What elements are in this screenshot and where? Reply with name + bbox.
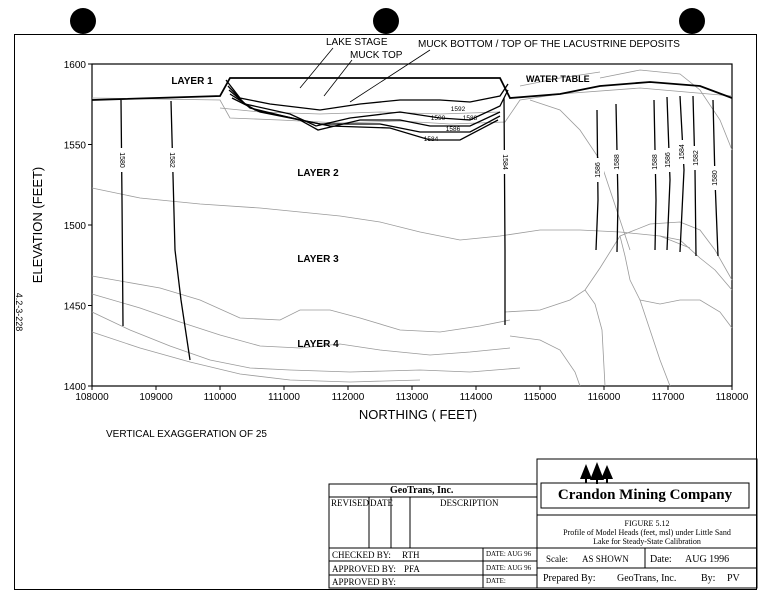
title-block-company: GeoTrans, Inc. [390, 485, 454, 496]
contour-label: 1584 [423, 136, 439, 143]
figure-title-line-2: Lake for Steady-State Calibration [593, 537, 701, 546]
x-tick-label: 117000 [651, 392, 685, 403]
x-tick-label: 116000 [587, 392, 621, 403]
date-label: Date: [650, 554, 672, 565]
y-tick-label: 1400 [63, 382, 86, 393]
model-layer-grid [92, 70, 732, 386]
plot-area [92, 64, 732, 386]
y-tick-label: 1500 [63, 221, 86, 232]
contour-1584-center [504, 98, 505, 325]
approved-by-label: APPROVED BY: [332, 564, 396, 574]
x-tick-label: 115000 [523, 392, 557, 403]
y-axis-title: ELEVATION (FEET) [30, 166, 45, 284]
contour-label: 1592 [450, 106, 466, 113]
contour-label: 1590 [430, 115, 446, 122]
x-tick-label: 108000 [75, 392, 109, 403]
x-tick-label: 114000 [459, 392, 493, 403]
contour-1580-left [121, 100, 123, 326]
contour-label: 1588 [652, 154, 659, 170]
contour-1586-right-2 [667, 97, 670, 250]
contour-1582-left [171, 101, 190, 360]
approved-date: DATE: AUG 96 [486, 564, 532, 572]
scale-value: AS SHOWN [582, 554, 629, 564]
contour-label: 1586 [665, 152, 672, 168]
muck-bottom-label: MUCK BOTTOM / TOP OF THE LACUSTRINE DEPOSITS [418, 39, 680, 50]
water-table-label: WATER TABLE [526, 74, 590, 84]
x-tick-label: 118000 [715, 392, 749, 403]
muck-top-label: MUCK TOP [350, 50, 403, 61]
contour-1588-right-2 [654, 100, 656, 250]
col-date: DATE [370, 498, 393, 508]
contour-label: 1586 [445, 126, 461, 133]
head-contours [92, 78, 732, 360]
vertical-exaggeration-note: VERTICAL EXAGGERATION OF 25 [106, 429, 267, 440]
contour-1582-right [693, 96, 696, 256]
company-logo-trees [580, 462, 613, 484]
layer-label: LAYER 2 [297, 168, 339, 179]
approved-by-label-2: APPROVED BY: [332, 577, 396, 587]
contour-1588-right [616, 104, 618, 252]
contour-label: 1582 [693, 150, 700, 166]
y-tick-label: 1600 [63, 60, 86, 71]
date-value: AUG 1996 [685, 554, 730, 565]
muck-top-line [226, 80, 508, 110]
y-tick-label: 1450 [63, 301, 86, 313]
checked-date: DATE: AUG 96 [486, 550, 532, 558]
contour-label: 1584 [679, 144, 686, 160]
layer-label: LAYER 1 [171, 76, 213, 87]
y-tick-label: 1550 [63, 140, 86, 152]
x-axis-title: NORTHING ( FEET) [358, 407, 478, 422]
checked-by-value: RTH [402, 550, 420, 560]
x-tick-label: 113000 [395, 392, 429, 403]
x-tick-label: 109000 [139, 392, 173, 403]
approved-date-2: DATE: [486, 577, 506, 585]
by-label: By: [701, 573, 716, 584]
checked-by-label: CHECKED BY: [332, 550, 391, 560]
prepared-by-label: Prepared By: [543, 573, 596, 584]
prepared-by-value: GeoTrans, Inc. [617, 573, 677, 584]
figure-title-line-1: Profile of Model Heads (feet, msl) under Little Sand [563, 528, 731, 537]
contour-label: 1588 [614, 154, 621, 170]
contour-label: 1580 [118, 152, 125, 168]
document-number: 4.2-3-228 [14, 292, 24, 332]
col-revised: REVISED [331, 498, 369, 508]
scale-label: Scale: [546, 554, 568, 564]
by-value: PV [727, 573, 740, 584]
layer-label: LAYER 4 [297, 339, 339, 350]
contour-label: 1588 [462, 115, 478, 122]
x-tick-label: 112000 [331, 392, 365, 403]
x-tick-label: 110000 [203, 392, 237, 403]
contour-label: 1580 [712, 170, 719, 186]
contour-1584-right [680, 96, 684, 252]
layer-label: LAYER 3 [297, 254, 339, 265]
contour-label: 1586 [595, 162, 602, 178]
x-tick-label: 111000 [268, 392, 300, 403]
figure-number: FIGURE 5.12 [624, 519, 670, 528]
contour-label: 1584 [501, 154, 508, 170]
lake-stage-label: LAKE STAGE [326, 37, 388, 48]
contour-label: 1582 [168, 152, 175, 168]
approved-by-value: PFA [404, 564, 420, 574]
client-name: Crandon Mining Company [557, 487, 733, 503]
col-description: DESCRIPTION [440, 498, 499, 508]
